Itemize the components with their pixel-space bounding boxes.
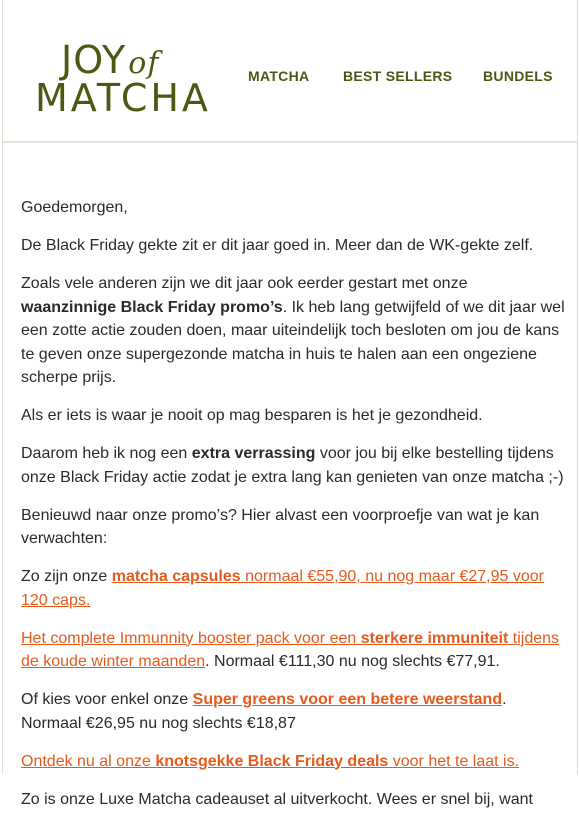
paragraph-super-greens: Of kies voor enkel onze Super greens voor een betere weerstand. Normaal €26,95 nu nog slechts €18,87 xyxy=(21,691,507,732)
paragraph-promos: Zoals vele anderen zijn we dit jaar ook eerder gestart met onze waanzinnige Black Friday promo’s. Ik heb lang getwijfeld of we dit jaar wel een zotte actie zouden doen, maar uiteindelijk toch besloten om jou de kans te geven onze supergezonde matcha in huis te halen aan een ongeziene scherpe prijs. xyxy=(21,275,565,386)
logo-matcha: MATCHA xyxy=(35,76,211,120)
link-super-greens[interactable]: Super greens voor een betere weerstand xyxy=(192,691,503,708)
greeting: Goedemorgen, xyxy=(21,199,128,216)
nav-link-best-sellers[interactable]: BEST SELLERS xyxy=(343,68,453,84)
paragraph-giftset: Zo is onze Luxe Matcha cadeauset al uitverkocht. Wees er snel bij, want xyxy=(21,790,533,808)
paragraph-capsules: Zo zijn onze matcha capsules normaal €55,90, nu nog maar €27,95 voor 120 caps. xyxy=(21,568,544,609)
email-header xyxy=(3,0,577,143)
email-frame xyxy=(2,0,578,808)
link-immunity-pack[interactable]: Het complete Immunnity booster pack voor een sterkere immuniteit tijdens de koude winter maanden xyxy=(21,629,560,670)
link-matcha-capsules[interactable]: matcha capsules normaal €55,90, nu nog maar €27,95 voor 120 caps. xyxy=(21,568,544,609)
paragraph-surprise: Daarom heb ik nog een extra verrassing voor jou bij elke bestelling tijdens onze Black Friday actie zodat je extra lang kan genieten van onze matcha ;-) xyxy=(21,445,564,486)
paragraph-deals xyxy=(21,750,565,774)
paragraph-preview: Benieuwd naar onze promo’s? Hier alvast een voorproefje van wat je kan verwachten: xyxy=(21,506,540,547)
paragraph-intro: De Black Friday gekte zit er dit jaar goed in. Meer dan de WK-gekte zelf. xyxy=(21,237,534,254)
link-black-friday-deals[interactable]: Ontdek nu al onze knotsgekke Black Friday deals voor het te laat is. xyxy=(21,752,520,770)
logo-of: of xyxy=(128,46,160,81)
logo-joy: JOY xyxy=(61,38,127,82)
email-body xyxy=(21,196,565,826)
brand-logo[interactable] xyxy=(33,38,211,120)
paragraph-immunity: Het complete Immunnity booster pack voor een sterkere immuniteit tijdens de koude winter maanden. Normaal €111,30 nu nog slechts €77,91. xyxy=(21,629,560,670)
paragraph-health: Als er iets is waar je nooit op mag besparen is het je gezondheid. xyxy=(21,407,483,424)
nav-link-matcha[interactable]: MATCHA xyxy=(248,68,310,84)
nav-link-bundels[interactable]: BUNDELS xyxy=(483,68,553,84)
